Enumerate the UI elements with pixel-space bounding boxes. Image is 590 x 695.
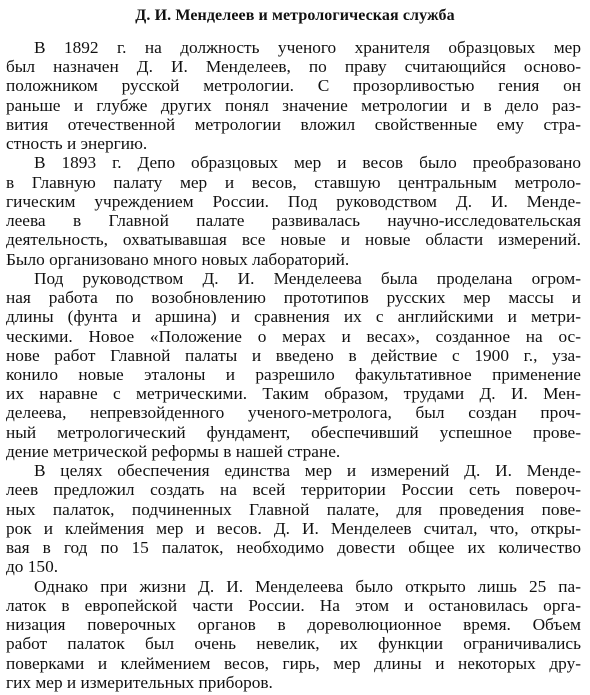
text-line: длины (фунта и аршина) и сравнения их с английскими и метри- bbox=[6, 307, 581, 327]
document-title: Д. И. Менделеев и метрологическая служба bbox=[135, 7, 455, 24]
text-line: Было организовано много новых лабораторий. bbox=[6, 249, 350, 269]
text-line: положником русской метрологии. С прозорливостью гения он bbox=[6, 76, 581, 96]
text-line: был назначен Д. И. Менделеев, по праву считающийся осново- bbox=[6, 57, 581, 77]
text-line: леев предложил создать на всей территории России сеть поверoч- bbox=[6, 480, 581, 500]
text-line: деятельность, охватывавшая все новые и новые области измерений. bbox=[6, 230, 581, 250]
text-line: гих мер и измерительных приборов. bbox=[6, 672, 273, 692]
text-line: латок в европейской части России. На этом и остановилась орга- bbox=[6, 595, 581, 615]
text-line: В целях обеспечения единства мер и измерений Д. И. Менде- bbox=[34, 461, 581, 481]
text-line: В 1893 г. Депо образцовых мер и весов было преобразовано bbox=[34, 153, 581, 173]
text-line: Под руководством Д. И. Менделеева была проделана огром- bbox=[34, 268, 581, 288]
text-line: стность и энергию. bbox=[6, 134, 148, 154]
text-line: ный метрологический фундамент, обеспечивший успешное прове- bbox=[6, 422, 581, 442]
text-line: дение метрической реформы в нашей стране. bbox=[6, 441, 341, 461]
text-line: их наравне с метрическими. Таким образом, трудами Д. И. Мен- bbox=[6, 384, 581, 404]
text-line: вая в год по 15 палаток, необходимо довести общее их количество bbox=[6, 538, 581, 558]
text-line: работ палаток был очень невелик, их функции ограничивались bbox=[6, 634, 581, 654]
text-line: в Главную палату мер и весов, ставшую центральным метроло- bbox=[6, 172, 581, 192]
text-line: В 1892 г. на должность ученого хранителя образцовых мер bbox=[34, 38, 581, 57]
text-line: ная работа по возобновлению прототипов русских мер массы и bbox=[6, 288, 581, 308]
text-line: ных палаток, подчиненных Главной палате, для проведения пове- bbox=[6, 499, 581, 519]
text-line: делеева, непревзойденного ученого-метролога, был создан проч- bbox=[6, 403, 581, 423]
text-line: поверками и клеймением весов, гирь, мер длины и некоторых дру- bbox=[6, 653, 581, 673]
text-line: до 150. bbox=[6, 557, 59, 577]
text-line: конило новые эталоны и разрешило факультативное применение bbox=[6, 365, 581, 384]
text-line: леева в Главной палате развивалась научно-исследовательская bbox=[6, 211, 581, 231]
text-line: нове работ Главной палаты и введено в действие с 1900 г., уза- bbox=[6, 345, 581, 365]
text-line: низация поверочных органов в дореволюционное время. Объем bbox=[6, 615, 581, 635]
text-line: гическим учреждением России. Под руководством Д. И. Менде- bbox=[6, 191, 581, 211]
text-line: ческими. Новое «Положение о мерах и весах», созданное на ос- bbox=[6, 326, 581, 346]
text-line: вития отечественной метрологии вложил свойственные ему стра- bbox=[6, 114, 581, 134]
text-line: Однако при жизни Д. И. Менделеева было открыто лишь 25 па- bbox=[34, 576, 581, 596]
text-line: раньше и глубже других понял значение метрологии и в дело раз- bbox=[6, 95, 581, 115]
text-line: рок и клеймения мер и весов. Д. И. Менделеев считал, что, откры- bbox=[6, 518, 581, 538]
